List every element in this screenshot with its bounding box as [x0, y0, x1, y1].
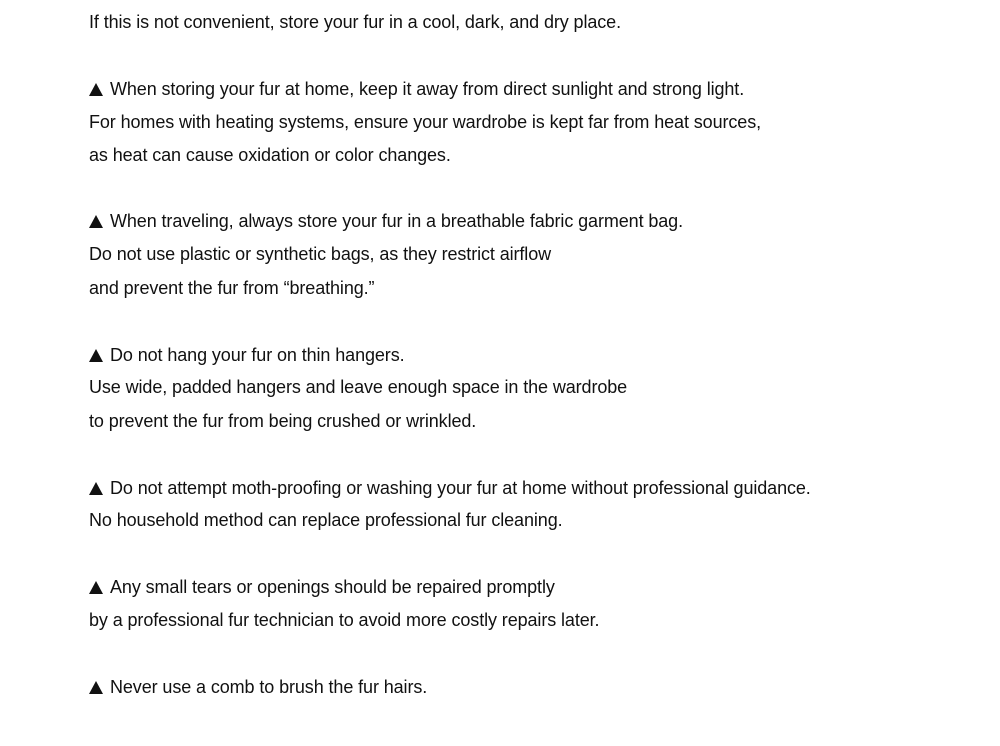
tip-1-line-3: as heat can cause oxidation or color changes.: [89, 145, 451, 165]
tip-2-heading: [89, 210, 683, 232]
tip-3-line-1: Do not hang your fur on thin hangers.: [110, 345, 405, 365]
tip-4-line-1: Do not attempt moth-proofing or washing your fur at home without professional guidance.: [110, 478, 811, 498]
tip-1-line-2: For homes with heating systems, ensure your wardrobe is kept far from heat sources,: [89, 112, 761, 132]
tip-2-line-2: Do not use plastic or synthetic bags, as they restrict airflow: [89, 244, 552, 264]
tip-4-heading: [89, 477, 811, 499]
tip-1-heading: [89, 78, 744, 100]
tip-1-line-1: When storing your fur at home, keep it away from direct sunlight and strong light.: [110, 79, 745, 99]
tip-3-heading: [89, 344, 405, 366]
triangle-bullet-icon: [89, 482, 103, 495]
triangle-bullet-icon: [89, 215, 103, 228]
tip-3-line-2: Use wide, padded hangers and leave enough space in the wardrobe: [89, 377, 628, 397]
intro-line: If this is not convenient, store your fur in a cool, dark, and dry place.: [89, 12, 621, 32]
tip-6-heading: [89, 676, 427, 698]
triangle-bullet-icon: [89, 681, 103, 694]
triangle-bullet-icon: [89, 83, 103, 96]
tip-2-line-1: When traveling, always store your fur in a breathable fabric garment bag.: [110, 211, 683, 231]
triangle-bullet-icon: [89, 349, 103, 362]
tip-3-line-3: to prevent the fur from being crushed or wrinkled.: [89, 411, 477, 431]
tip-5-heading: [89, 576, 555, 598]
tip-5-line-2: by a professional fur technician to avoid more costly repairs later.: [89, 610, 600, 630]
tip-5-line-1: Any small tears or openings should be repaired promptly: [110, 577, 555, 597]
tip-6-line-1: Never use a comb to brush the fur hairs.: [110, 677, 428, 697]
tip-2-line-3: and prevent the fur from “breathing.”: [89, 278, 375, 298]
triangle-bullet-icon: [89, 581, 103, 594]
tip-4-line-2: No household method can replace professional fur cleaning.: [89, 510, 563, 530]
